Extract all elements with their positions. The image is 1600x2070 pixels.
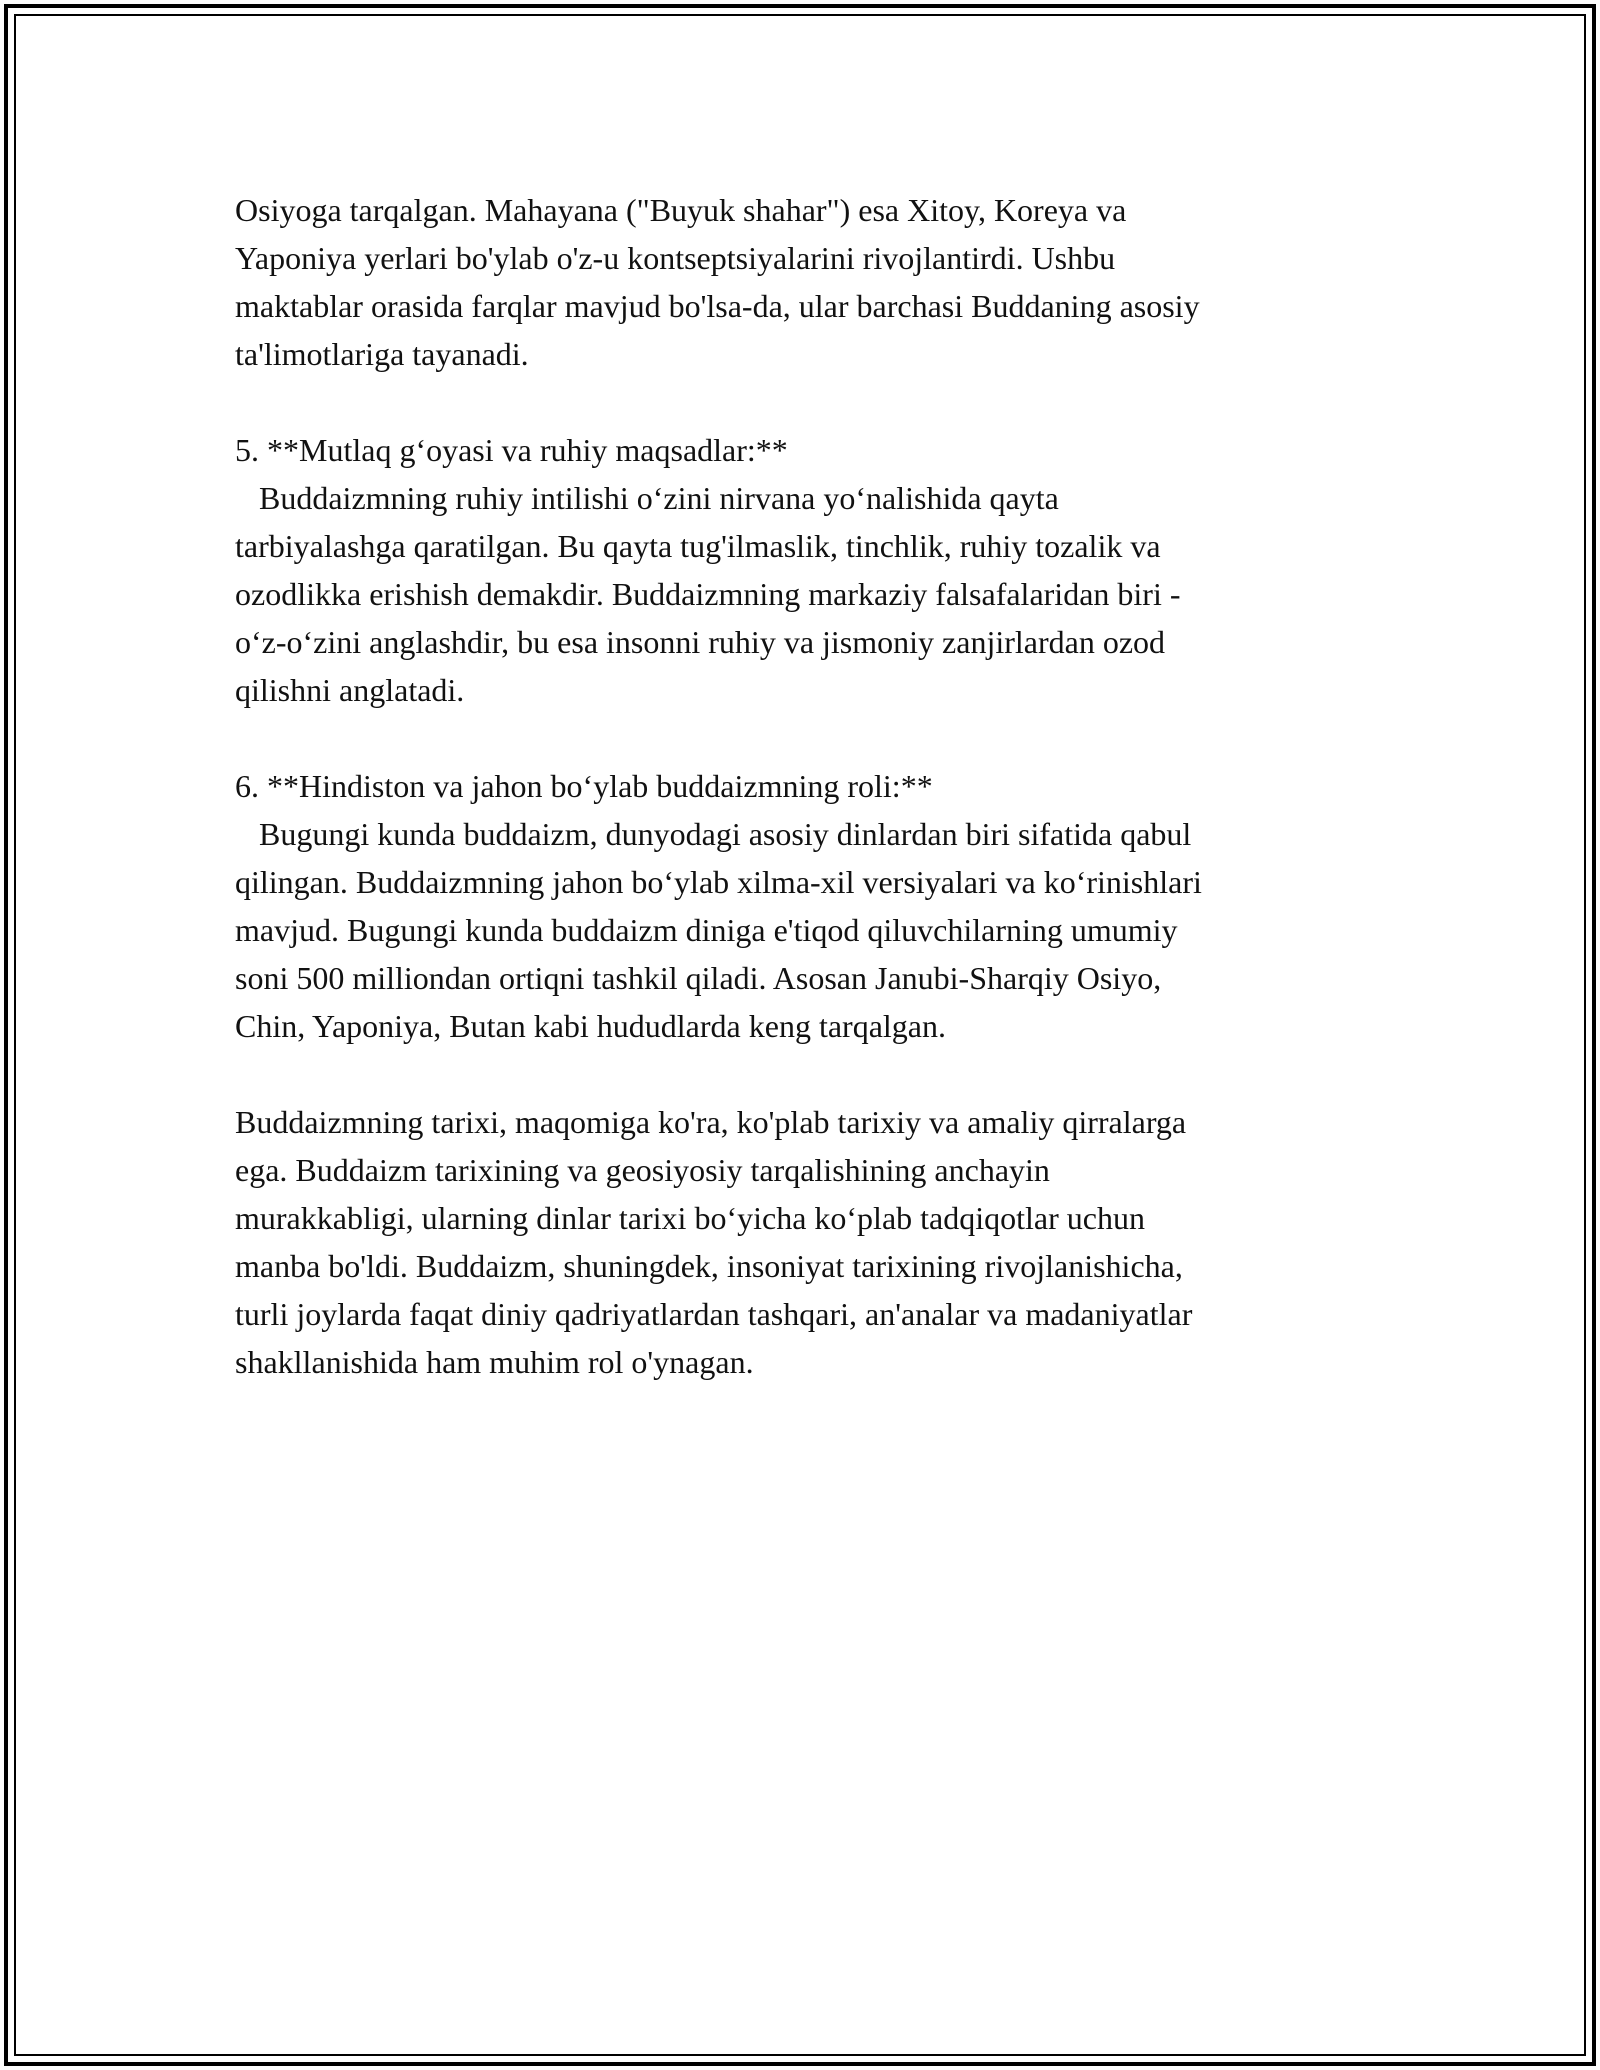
- text-line: shakllanishida ham muhim rol o'ynagan.: [235, 1344, 754, 1380]
- document-body: [235, 186, 1375, 1434]
- paragraph-section-5: [235, 426, 1375, 714]
- section-heading: 6. **Hindiston va jahon bo‘ylab buddaizmning roli:**: [235, 768, 933, 804]
- text-line: ozodlikka erishish demakdir. Buddaizmning markaziy falsafalaridan biri -: [235, 576, 1181, 612]
- text-line: Buddaizmning tarixi, maqomiga ko'ra, ko'plab tarixiy va amaliy qirralarga: [235, 1104, 1187, 1140]
- paragraph-section-6: [235, 762, 1375, 1050]
- text-line: maktablar orasida farqlar mavjud bo'lsa-da, ular barchasi Buddaning asosiy: [235, 288, 1200, 324]
- text-line: qilishni anglatadi.: [235, 672, 465, 708]
- text-line: Yaponiya yerlari bo'ylab o'z-u kontseptsiyalarini rivojlantirdi. Ushbu: [235, 240, 1116, 276]
- text-line: Bugungi kunda buddaizm, dunyodagi asosiy dinlardan biri sifatida qabul: [235, 816, 1192, 852]
- text-line: manba bo'ldi. Buddaizm, shuningdek, insoniyat tarixining rivojlanishicha,: [235, 1248, 1183, 1284]
- text-line: o‘z-o‘zini anglashdir, bu esa insonni ruhiy va jismoniy zanjirlardan ozod: [235, 624, 1166, 660]
- text-line: ta'limotlariga tayanadi.: [235, 336, 529, 372]
- text-line: soni 500 milliondan ortiqni tashkil qiladi. Asosan Janubi-Sharqiy Osiyo,: [235, 960, 1162, 996]
- section-heading: 5. **Mutlaq g‘oyasi va ruhiy maqsadlar:**: [235, 432, 788, 468]
- text-line: ega. Buddaizm tarixining va geosiyosiy tarqalishining anchayin: [235, 1152, 1050, 1188]
- paragraph-conclusion: [235, 1098, 1375, 1386]
- text-line: mavjud. Bugungi kunda buddaizm diniga e'tiqod qiluvchilarning umumiy: [235, 912, 1178, 948]
- text-line: qilingan. Buddaizmning jahon bo‘ylab xilma-xil versiyalari va ko‘rinishlari: [235, 864, 1202, 900]
- text-line: Osiyoga tarqalgan. Mahayana ("Buyuk shahar") esa Xitoy, Koreya va: [235, 192, 1127, 228]
- text-line: murakkabligi, ularning dinlar tarixi bo‘yicha ko‘plab tadqiqotlar uchun: [235, 1200, 1145, 1236]
- text-line: Buddaizmning ruhiy intilishi o‘zini nirvana yo‘nalishida qayta: [235, 480, 1059, 516]
- text-line: turli joylarda faqat diniy qadriyatlardan tashqari, an'analar va madaniyatlar: [235, 1296, 1193, 1332]
- paragraph-schools: [235, 186, 1375, 378]
- text-line: Chin, Yaponiya, Butan kabi hududlarda keng tarqalgan.: [235, 1008, 946, 1044]
- text-line: tarbiyalashga qaratilgan. Bu qayta tug'ilmaslik, tinchlik, ruhiy tozalik va: [235, 528, 1161, 564]
